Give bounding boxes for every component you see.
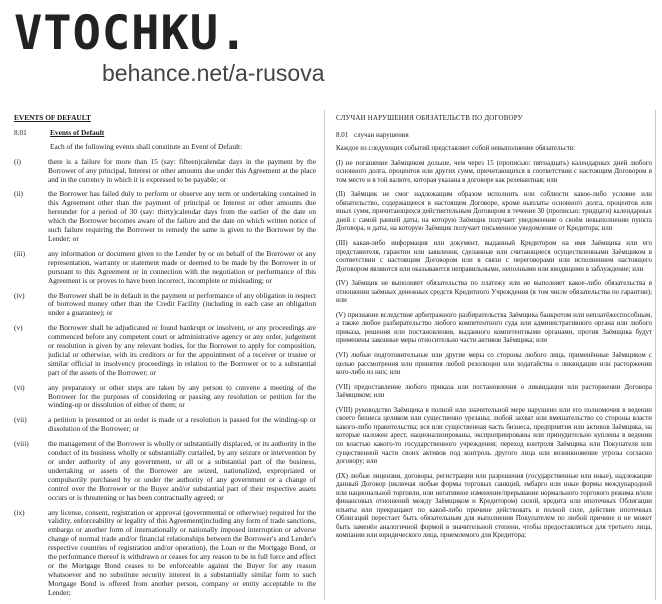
russian-section-number: 8.01 [336, 130, 349, 139]
russian-list-item: (I) не погашение Заёмщиком дольше, чем через 15 (прописью: пятнадцать) календарных дней любого основного долга, процентов или других сумм, причитающихся в соответствии с настоящим Договором в том месте и в той валюте, которая указана в договоре как релевантная; или [336, 158, 652, 184]
english-list-item [14, 416, 316, 434]
english-list-item [14, 440, 316, 502]
english-item-text: any information or document given to the Lender by or on behalf of the Borrower or any representation, warranty or statement made or deemed to be made by the Borrower in or pursuant to this Agreement or in connection with the negotiation or performance of this Agreement is or proves to have been incorrect, incomplete or misleading; or [48, 248, 316, 285]
russian-column [336, 114, 652, 546]
russian-list-item: (V) признание вследствие арбитражного разбирательства Заёмщика банкротом или неплатёжеспособным, а также любое разбирательство любого компетентного суда или административного органа или любого приказа, решения или постановления, выданного компетентными органами, против Заёмщика будут применены законные меры относительно части активов Заёмщика; или [336, 310, 652, 345]
brand-url: behance.net/a-rusova [102, 60, 325, 86]
english-item-text: the management of the Borrower is wholly or substantially displaced, or its authority in the conduct of its business wholly or substantially curtailed, by any seizure or intervention by or under authority of any government, or all or a substantial part of the business, undertaking or assets of the Borrower are seized, nationalized, expropriated or compulsorily purchased by or under the authority of any government or a change of control over the Borrower or the Buyer and/or substantial part of their respective assets occurs or is threatening or has been contractually agreed; or [48, 439, 316, 502]
english-item-marker: (ii) [14, 189, 23, 199]
english-list-item [14, 190, 316, 243]
english-item-marker: (i) [14, 156, 21, 166]
english-item-marker: (vi) [14, 382, 25, 392]
russian-item-list [336, 159, 652, 540]
russian-list-item: (IV) Заёмщик не выполняет обязательства по платежу или не выполняет какое-либо обязательства в отношении заёмных денежных средств Кредитного Учреждения (в том числе обязательства по гарантии); или [336, 279, 652, 305]
column-divider-left [324, 110, 325, 600]
english-item-marker: (v) [14, 323, 23, 333]
branding-header [0, 0, 662, 92]
english-item-text: any preparatory or other steps are taken by any person to convene a meeting of the Borrower for the purposes of considering or passing any resolution or petition for the winding-up or dissolution of either of them; or [48, 382, 316, 410]
english-item-text: the Borrower shall be adjudicated or found bankrupt or insolvent, or any proceedings are commenced before any competent court or administrative agency or any order, judgement or resolution is given by any relevant bodies, for the Borrower to apply for composition, judicial or otherwise, with its creditors or for the appointment of a receiver or trustee or similar official in insolvency proceedings in relation to the Borrower or to a substantial part of the assets of the Borrower; or [48, 323, 316, 377]
english-item-list [14, 158, 316, 598]
english-item-text: any license, consent, registration or approval (governmental or otherwise) required for the validity, enforceability or legality of this Agreement(including any form of trade sanctions, embargo or another form of internationally or nationally imposed interruption or adverse change of normal trade and/or financial relationships between the Borrower's and Lender's respective countries of registration and/or operation), the Loan or the Mortgage Bond, or the performance thereof is withdrawn or ceases for any reason to be in full force and effect or the Mortgage Bond ceases to be enforceable against the Buyer for any reason whatsoever and no substitute security interest in a substantially similar form to such Mortgage Bond is offered from another person, company or entity acceptable to the Lender; [48, 507, 316, 597]
english-column [14, 114, 316, 604]
english-intro: Each of the following events shall constitute an Event of Default: [50, 141, 243, 151]
russian-list-item: (II) Заёмщик не смог надлежащим образом исполнить или соблюсти какое-либо условие или обязательство, содержащееся в настоящем Договоре, кроме выплаты основного долга, процентов или иных сумм, причитающихся действительным Договором в течение 30 (прописью: тридцати) календарных дней с самой ранней даты, на которую Заёмщик получает уведомление о своём невыполнении пункта Договора, и даты, на которую Заёмщик получает письменное уведомление от Кредитора; или [336, 190, 652, 233]
russian-section-header [336, 131, 652, 140]
russian-list-item: (VII) предоставление любого приказа или постановления о ликвидации или расторжении Договора Заёмщиком; или [336, 382, 652, 400]
english-item-marker: (viii) [14, 439, 29, 449]
english-section-number: 8.01 [14, 127, 27, 137]
english-section-header [14, 129, 316, 138]
russian-intro: Каждое из следующих событий представляет собой невыполнение обязательств: [336, 144, 576, 153]
english-list-item [14, 324, 316, 377]
english-item-marker: (ix) [14, 507, 25, 517]
english-list-item [14, 509, 316, 598]
english-item-marker: (vii) [14, 415, 27, 425]
russian-list-item: (VI) любые подготовительные или другие меры со стороны любого лица, применённые Заёмщиком с целью рассмотрения или принятия любой резолюции или ходатайства о ликвидации или расторжении кого-либо из них; или [336, 351, 652, 377]
english-item-text: the Borrower shall be in default in the payment or performance of any obligation in respect of borrowed money other than the Credit Facility (including in each case an obligation under a guarantee); or [48, 290, 316, 318]
english-section-title: Events of Default [50, 127, 105, 137]
english-item-marker: (iii) [14, 248, 26, 258]
english-item-text: a petition is presented or an order is made or a resolution is passed for the winding-up or dissolution of the Borrower; or [48, 415, 316, 434]
russian-heading: СЛУЧАИ НАРУШЕНИЯ ОБЯЗАТЕЛЬСТВ ПО ДОГОВОРУ [336, 114, 523, 122]
english-list-item [14, 384, 316, 411]
russian-list-item: (VIII) руководство Заёмщика в полной или значительной мере нарушено или его полномочия в ведении своего бизнеса целиком или существенно урезаны; любой захват или вмешательство со стороны власти какого-либо правительства; вся или существенная часть бизнеса, предприятия или активов Заёмщика, на которые наложен арест, национализированы, экспроприированы или принудительно куплены в ведении по властью какого-то государственного учреждения; переход контроля Заёмщика или Покупателя или существенной части своих активов под контроль другого лица или возникновение угрозы согласно договору; или [336, 405, 652, 466]
english-item-marker: (iv) [14, 290, 25, 300]
russian-list-item: (IX) любые лицензии, договоры, регистрации или разрешения (государственные или иные), надлежащие данный Договор (включая любые формы торговых санкций, эмбарго или иные формы международной или национальной торговли, или негативное изменение/прерывание нормального торгового режима и/или финансовых отношений между Заёмщиком и Кредитором) силой, кредита или ипотечных Облигации изъяты или прекращают по какой-либо причине действовать в полной силе, действие ипотечных Облигаций перестает быть обязательным для выполнения Покупателем по любой причине и не может быть заменён аналогичной формой в значительной степени, чтобы предоставляться для третьего лица, компании или юридического лица, приемлемого для Кредитора; [336, 471, 652, 540]
english-item-text: the Borrower has failed duly to perform or observe any term or undertaking contained in this Agreement other than the payment of principal or Interest or other amounts due hereunder for a period of 30 (say: thirty)calendar days from the earlier of the date on which the Borrower becomes aware of the failure and the date on which written notice of such failure requiring the Borrower to remedy the same is given to the Borrower by the Lender; or [48, 189, 316, 243]
english-list-item [14, 158, 316, 185]
english-list-item [14, 250, 316, 286]
english-item-text: there is a failure for more than 15 (say: fifteen)calendar days in the payment by the Borrower of any principal, Interest or other amounts due under this Agreement at the place and in the currency in which it is expressed to be payable; or [48, 156, 316, 184]
russian-section-title: случаи нарушения [354, 130, 409, 139]
column-divider-right [655, 110, 656, 600]
brand-logo-text: VTOCHKU. [14, 6, 249, 61]
english-heading: EVENTS OF DEFAULT [14, 113, 91, 122]
russian-list-item: (III) какая-либо информация или документ, выданный Кредитором на имя Заёмщика или его представителя, гарантии или заявления, сделанные или считающиеся осуществленными Заёмщиком в соответствии с настоящим Договором или в связи с переговорами или исполнением настоящего Договором являются или оказываются неправильными, неполными или вводящими в заблуждение; или [336, 239, 652, 273]
english-list-item [14, 292, 316, 319]
